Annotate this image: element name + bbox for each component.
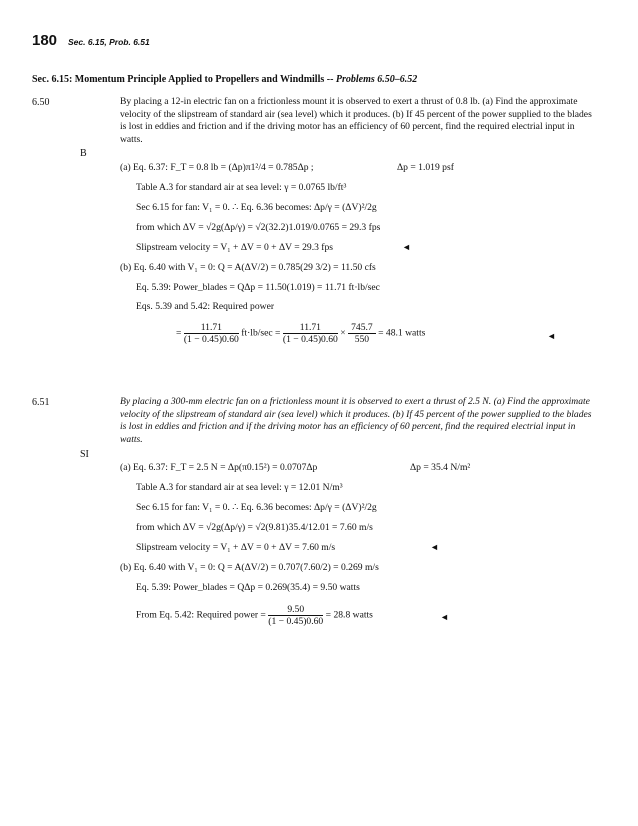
page-number: 180: [32, 32, 58, 49]
problem-statement: By placing a 12-in electric fan on a frictionless mount it is observed to exert a thrust of 0.8 lb. (a) Find the approximate velocity of the slipstream of standard air (sea level) which it produces. (b) If 45 percent of the power supplied to the blades is lost in eddies and friction and if the driving motor has an efficiency of 60 percent, find the required electrial input in watts.: [120, 96, 592, 145]
solution-line: Δp = 1.019 psf: [397, 162, 454, 173]
solution-line: Sec 6.15 for fan: V₁ = 0. ∴ Eq. 6.36 becomes: Δp/γ = (ΔV)²/2g: [136, 202, 377, 213]
end-marker: ◄: [430, 542, 439, 552]
problem-statement: By placing a 300-mm electric fan on a frictionless mount it is observed to exert a thrust of 2.5 N. (a) Find the approximate velocity of the slipstream of standard air (sea level) which it produces. (b) If 45 percent of the power supplied to the blades is lost in eddies and friction and if the driving motor has an efficiency of 60 percent, find the required electrial input in watts.: [120, 396, 592, 445]
problem-tag: SI: [80, 449, 89, 460]
problem-tag: B: [80, 148, 87, 159]
fraction: $\frac{9.50}{(1 - 0.45)0.60}$: [268, 604, 324, 627]
solution-line: Eq. 5.39: Power_blades = QΔp = 11.50(1.019) = 11.71 ft·lb/sec: [136, 282, 380, 293]
problem-number: 6.51: [32, 397, 50, 408]
solution-line: (a) Eq. 6.37: F_T = 0.8 lb = (Δp)π1²/4 = 0.785Δp ;: [120, 162, 314, 173]
solution-line: (a) Eq. 6.37: F_T = 2.5 N = Δp(π0.15²) = 0.0707Δp: [120, 462, 318, 473]
solution-line: Eq. 5.39: Power_blades = QΔp = 0.269(35.4) = 9.50 watts: [136, 582, 360, 593]
end-marker: ◄: [440, 612, 449, 622]
solution-line: Δp = 35.4 N/m²: [410, 462, 471, 473]
fraction: $\frac{745.7}{550}$: [348, 322, 376, 345]
solution-line: Table A.3 for standard air at sea level: γ = 12.01 N/m³: [136, 482, 343, 493]
end-marker: ◄: [402, 242, 411, 252]
fraction: $\frac{11.71}{(1 - 0.45)0.60}$: [282, 322, 338, 345]
solution-line: (b) Eq. 6.40 with V₁ = 0: Q = A(ΔV/2) = 0.707(7.60/2) = 0.269 m/s: [120, 562, 379, 573]
section-label: Sec. 6.15:: [32, 74, 73, 85]
solution-line: Table A.3 for standard air at sea level: γ = 0.0765 lb/ft³: [136, 182, 347, 193]
solution-line: from which ΔV = √2g(Δp/γ) = √2(9.81)35.4/12.01 = 7.60 m/s: [136, 522, 373, 533]
section-title-text: Momentum Principle Applied to Propellers and Windmills --: [74, 74, 334, 85]
solution-line: (b) Eq. 6.40 with V₁ = 0: Q = A(ΔV/2) = 0.785(29 3/2) = 11.50 cfs: [120, 262, 376, 273]
equation-required-power: From Eq. 5.42: Required power = $\frac{9.50}{(1 - 0.45)0.60}$ = 28.8 watts: [136, 604, 373, 627]
running-head: Sec. 6.15, Prob. 6.51: [68, 37, 150, 47]
section-problems: Problems 6.50–6.52: [335, 74, 418, 85]
equation-required-power: = $\frac{11.71}{(1 - 0.45)0.60}$ ft·lb/sec = $\frac{11.71}{(1 - 0.45)0.60}$ × $\frac{745.7}{550}$ = 48.1 watts: [176, 322, 426, 345]
solution-line: Slipstream velocity = V₁ + ΔV = 0 + ΔV = 29.3 fps: [136, 242, 334, 253]
end-marker: ◄: [547, 331, 556, 341]
section-title: [32, 74, 417, 85]
solution-line: Eqs. 5.39 and 5.42: Required power: [136, 301, 275, 312]
problem-number: 6.50: [32, 97, 50, 108]
fraction: $\frac{11.71}{(1 - 0.45)0.60}$: [183, 322, 239, 345]
solution-line: Sec 6.15 for fan: V₁ = 0. ∴ Eq. 6.36 becomes: Δp/γ = (ΔV)²/2g: [136, 502, 377, 513]
solution-line: Slipstream velocity = V₁ + ΔV = 0 + ΔV = 7.60 m/s: [136, 542, 336, 553]
solution-line: from which ΔV = √2g(Δp/γ) = √2(32.2)1.019/0.0765 = 29.3 fps: [136, 222, 381, 233]
